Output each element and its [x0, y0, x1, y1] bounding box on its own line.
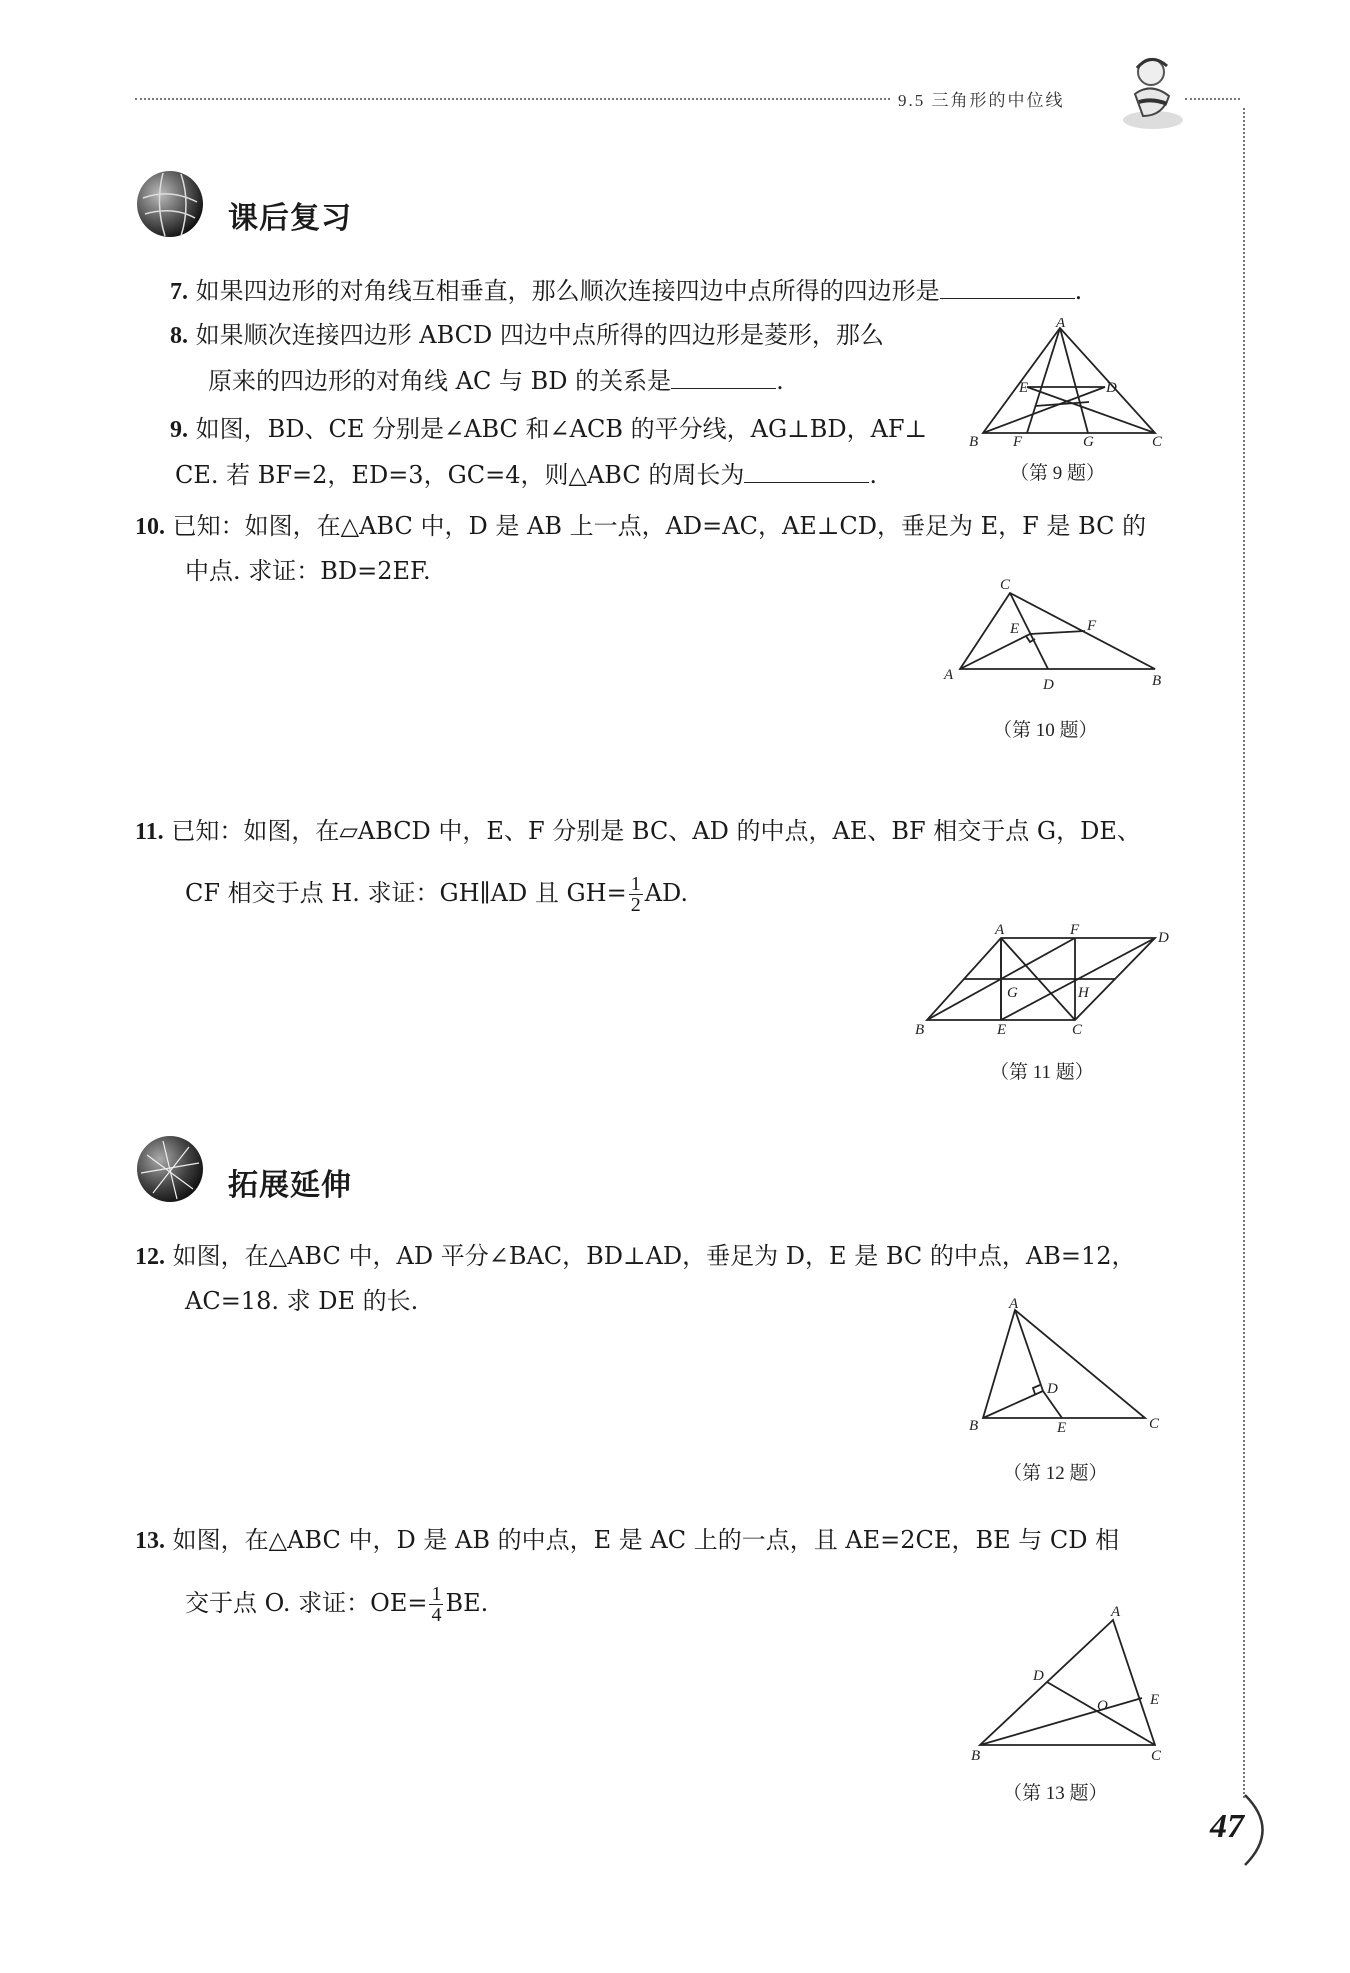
- svg-text:D: D: [1158, 930, 1169, 946]
- svg-text:H: H: [1078, 985, 1089, 1001]
- question-12-line2: AC=18. 求 DE 的长.: [185, 1287, 419, 1315]
- svg-text:F: F: [1087, 618, 1097, 634]
- question-13-line2: 交于点 O. 求证：OE= $\frac{1}{4}$ BE.: [185, 1583, 489, 1626]
- svg-text:A: A: [1056, 318, 1066, 331]
- svg-text:A: A: [1111, 1604, 1121, 1620]
- question-9: [170, 406, 927, 453]
- svg-text:B: B: [971, 1748, 981, 1764]
- figure-10-caption: （第 10 题）: [993, 720, 1098, 741]
- question-text: 如图，在△ABC 中，AD 平分∠BAC，BD⊥AD，垂足为 D，E 是 BC 的中点，AB=12，: [172, 1242, 1136, 1270]
- svg-text:B: B: [1152, 673, 1162, 689]
- question-number: 8.: [170, 323, 188, 349]
- svg-text:F: F: [1070, 922, 1080, 938]
- svg-text:C: C: [1149, 1416, 1160, 1432]
- svg-text:E: E: [1010, 621, 1020, 637]
- svg-text:E: E: [1057, 1420, 1067, 1433]
- svg-text:D: D: [1047, 1381, 1058, 1397]
- question-number: 10.: [135, 514, 165, 540]
- svg-text:F: F: [1013, 434, 1023, 448]
- svg-text:A: A: [995, 922, 1005, 938]
- figure-11: [915, 920, 1170, 1035]
- right-margin-rule: [1243, 108, 1245, 1798]
- svg-text:G: G: [1083, 434, 1094, 448]
- section-title-review: 课后复习: [228, 201, 352, 236]
- svg-text:A: A: [944, 667, 954, 683]
- question-8: [170, 312, 884, 359]
- question-number: 12.: [135, 1244, 165, 1270]
- question-number: 9.: [170, 417, 188, 443]
- question-7: 7. 如果四边形的对角线互相垂直，那么顺次连接四边中点所得的四边形是 .: [170, 277, 1083, 305]
- answer-blank[interactable]: [671, 366, 776, 389]
- svg-text:E: E: [997, 1022, 1007, 1035]
- question-11-line2: CF 相交于点 H. 求证：GH∥AD 且 GH= $\frac{1}{2}$ AD.: [185, 873, 689, 916]
- question-number: 13.: [135, 1528, 165, 1554]
- svg-text:C: C: [1152, 434, 1163, 448]
- figure-9-caption: （第 9 题）: [1010, 463, 1106, 484]
- svg-text:C: C: [1000, 577, 1011, 593]
- question-text: 如果顺次连接四边形 ABCD 四边中点所得的四边形是菱形，那么: [195, 321, 884, 349]
- question-10: [135, 503, 1146, 550]
- section-title-extension: 拓展延伸: [228, 1168, 352, 1203]
- globe-icon: [133, 168, 208, 243]
- header-section-label: 9.5 三角形的中位线: [898, 91, 1065, 110]
- page-number-arc: [1240, 1790, 1280, 1870]
- answer-blank[interactable]: [940, 276, 1075, 299]
- figure-10: [940, 575, 1175, 695]
- svg-text:A: A: [1009, 1298, 1019, 1312]
- answer-blank[interactable]: [744, 460, 869, 483]
- question-10-line2: 中点. 求证：BD=2EF.: [185, 557, 431, 585]
- figure-12: [965, 1298, 1170, 1433]
- question-text: 已知：如图，在△ABC 中，D 是 AB 上一点，AD=AC，AE⊥CD，垂足为 E，F 是 BC 的: [172, 512, 1147, 540]
- svg-text:O: O: [1097, 1698, 1108, 1714]
- question-text: 如图，在△ABC 中，D 是 AB 的中点，E 是 AC 上的一点，且 AE=2CE，BE 与 CD 相: [172, 1526, 1120, 1554]
- question-11: [135, 808, 1141, 855]
- figure-12-caption: （第 12 题）: [1003, 1463, 1108, 1484]
- question-number: 7.: [170, 279, 188, 305]
- figure-13-caption: （第 13 题）: [1003, 1783, 1108, 1804]
- svg-text:D: D: [1033, 1668, 1044, 1684]
- svg-text:B: B: [969, 434, 979, 448]
- header-rule: [135, 98, 890, 100]
- page-number: 47: [1210, 1808, 1244, 1845]
- svg-text:B: B: [969, 1418, 979, 1433]
- question-text: 如图，BD、CE 分别是∠ABC 和∠ACB 的平分线，AG⊥BD，AF⊥: [195, 415, 928, 443]
- svg-text:C: C: [1151, 1748, 1162, 1764]
- svg-text:E: E: [1150, 1692, 1160, 1708]
- header-rule-right: [1185, 98, 1240, 100]
- figure-13: [965, 1600, 1170, 1765]
- question-9-line2: CE. 若 BF=2，ED=3，GC=4，则△ABC 的周长为 .: [175, 461, 877, 489]
- svg-text:E: E: [1019, 380, 1029, 396]
- question-12: [135, 1233, 1136, 1280]
- svg-text:G: G: [1007, 985, 1018, 1001]
- fraction: $\frac{1}{2}$: [630, 873, 641, 916]
- figure-9: [965, 318, 1170, 448]
- fraction: $\frac{1}{4}$: [431, 1583, 442, 1626]
- question-text: 已知：如图，在▱ABCD 中，E、F 分别是 BC、AD 的中点，AE、BF 相交于点 G，DE、: [171, 817, 1141, 845]
- svg-text:C: C: [1072, 1022, 1083, 1035]
- svg-text:D: D: [1043, 677, 1054, 693]
- svg-text:D: D: [1106, 380, 1117, 396]
- globe-icon: [133, 1133, 208, 1208]
- figure-11-caption: （第 11 题）: [990, 1062, 1094, 1083]
- question-8-line2: 原来的四边形的对角线 AC 与 BD 的关系是 .: [208, 367, 784, 395]
- question-number: 11.: [135, 819, 164, 845]
- question-text: 如果四边形的对角线互相垂直，那么顺次连接四边中点所得的四边形是: [195, 277, 940, 305]
- svg-text:B: B: [915, 1022, 925, 1035]
- mascot-icon: [1115, 54, 1190, 134]
- question-13: [135, 1517, 1119, 1564]
